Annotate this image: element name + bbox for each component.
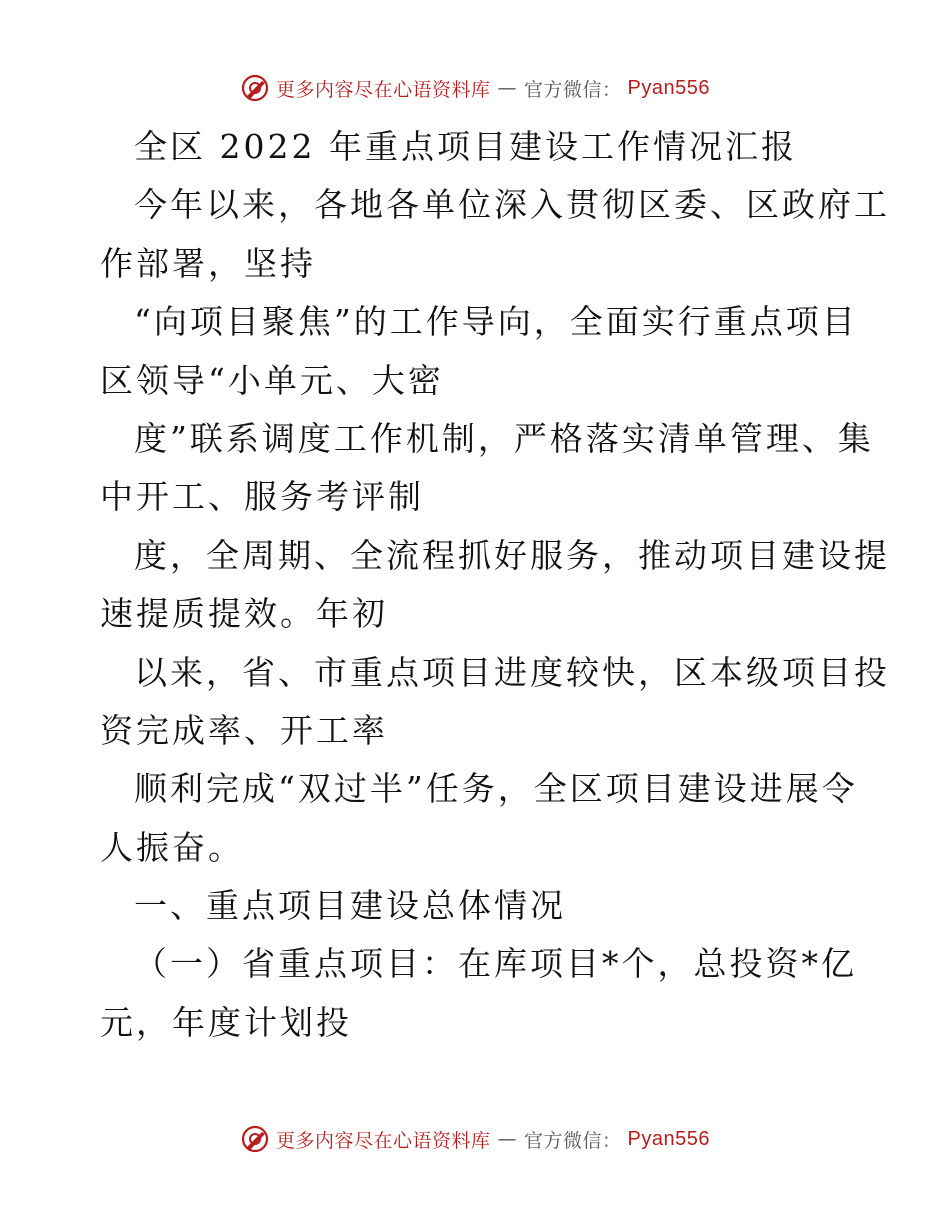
paragraph-line: “向项目聚焦”的工作导向，全面实行重点项目 — [134, 302, 858, 342]
paragraph-line: 作部署，坚持 — [100, 243, 316, 283]
watermark-brand: 更多内容尽在心语资料库 — [276, 78, 491, 101]
paragraph-line: 资完成率、开工率 — [100, 710, 388, 750]
watermark-label: 官方微信： — [524, 78, 622, 101]
watermark-id: Pyan556 — [627, 76, 710, 99]
paragraph-line: 人振奋。 — [100, 827, 244, 867]
paragraph-line: 元，年度计划投 — [100, 1002, 352, 1042]
document-title: 全区 2022 年重点项目建设工作情况汇报 — [134, 127, 797, 166]
paragraph-line: 速提质提效。年初 — [100, 594, 388, 634]
watermark-brand: 更多内容尽在心语资料库 — [276, 1129, 491, 1152]
watermark-header — [0, 73, 950, 103]
watermark-label: 官方微信： — [524, 1129, 622, 1152]
paragraph-line: 区领导“小单元、大密 — [100, 360, 444, 400]
paragraph-line: 今年以来，各地各单位深入贯彻区委、区政府工 — [134, 185, 890, 225]
brand-logo-icon — [240, 1124, 270, 1154]
paragraph-line: 度”联系调度工作机制，严格落实清单管理、集 — [134, 418, 874, 458]
watermark-id: Pyan556 — [627, 1127, 710, 1150]
paragraph-line: （一）省重点项目：在库项目*个，总投资*亿 — [134, 944, 857, 984]
paragraph-line: 顺利完成“双过半”任务，全区项目建设进展令 — [134, 769, 858, 809]
watermark-dash: — — [497, 77, 518, 99]
paragraph-line: 度，全周期、全流程抓好服务，推动项目建设提 — [134, 535, 890, 575]
document-body — [100, 118, 890, 1052]
paragraph-line: 以来，省、市重点项目进度较快，区本级项目投 — [134, 652, 890, 692]
brand-logo-icon — [240, 73, 270, 103]
watermark-footer — [0, 1124, 950, 1154]
paragraph-line: 中开工、服务考评制 — [100, 477, 424, 517]
watermark-dash: — — [497, 1128, 518, 1150]
section-heading: 一、重点项目建设总体情况 — [134, 886, 566, 926]
